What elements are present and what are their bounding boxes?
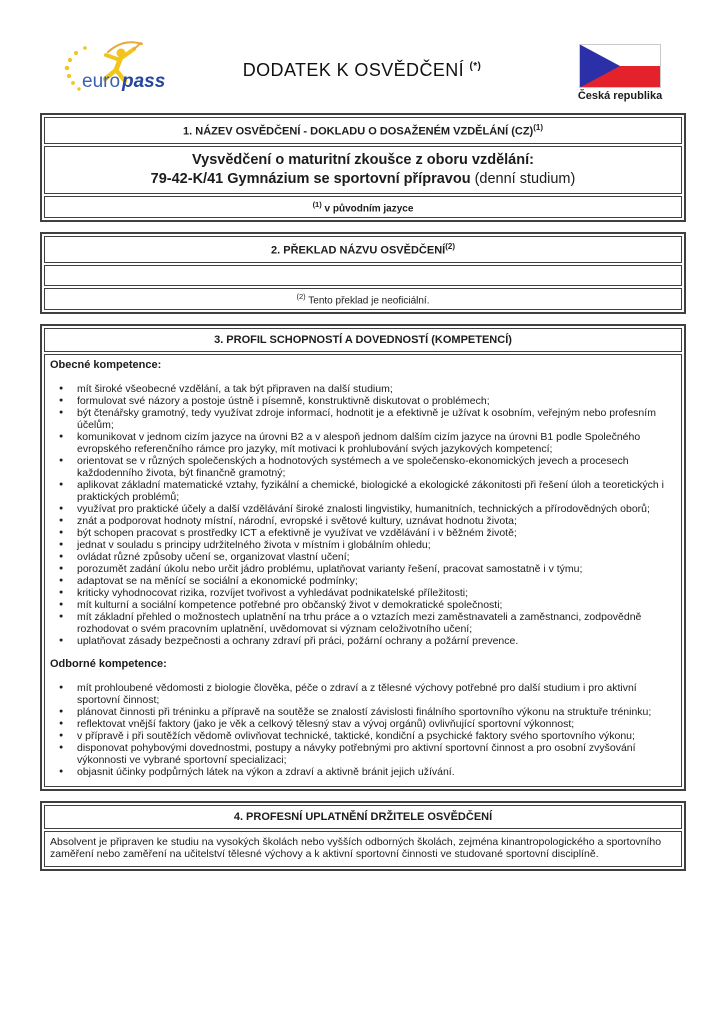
- section-2-footnote-mark: (2): [296, 291, 306, 301]
- europass-logo-text-pass: pass: [122, 71, 166, 92]
- bullet-icon: ●: [59, 480, 64, 488]
- section-2-heading-text: 2. PŘEKLAD NÁZVU OSVĚDČENÍ: [271, 244, 446, 257]
- bullet-item: [50, 575, 673, 587]
- bullet-text: mít kulturní a sociální kompetence potřebné pro občanský život v demokratické společnosti;: [77, 598, 503, 611]
- bullet-text: plánovat činnosti při tréninku a přípravě na soutěže se znalostí závislosti finálního sportovního výkonu na struktuře tréninku;: [77, 705, 652, 718]
- bullet-item: [50, 599, 673, 611]
- bullet-text: objasnit účinky podpůrných látek na výkon a zdraví a aktivně bránit jejich užívání.: [77, 765, 455, 778]
- bullet-item: [50, 551, 673, 563]
- section-1-footnote-text: v původním jazyce: [321, 202, 414, 214]
- bullet-icon: ●: [59, 384, 64, 392]
- bullet-icon: ●: [59, 540, 64, 548]
- bullet-text: v přípravě i při soutěžích vědomě ovlivňovat technické, taktické, kondiční a psychické faktory svého sportovního výkonu;: [77, 729, 635, 742]
- bullet-item: [50, 563, 673, 575]
- bullet-item: [50, 515, 673, 527]
- bullet-item: [50, 455, 673, 479]
- bullet-text: mít základní přehled o možnostech uplatnění na trhu práce a o vztazích mezi zaměstnavateli a zaměstnanci, zodpovědně rozhodovat o svém pracovním uplatnění, uvědomovat si význam celoživotního učení;: [77, 610, 642, 635]
- bullet-item: [50, 587, 673, 599]
- section-2-heading: [44, 236, 682, 263]
- bullet-text: adaptovat se na měnící se sociální a ekonomické podmínky;: [77, 574, 358, 587]
- bullet-icon: ●: [59, 612, 64, 620]
- bullet-text: mít prohloubené vědomosti z biologie člověka, péče o zdraví a z tělesné výchovy potřebné pro další studium i pro aktivní sportovní činnost;: [77, 681, 637, 706]
- bullet-icon: ●: [59, 588, 64, 596]
- bullet-icon: ●: [59, 719, 64, 727]
- bullet-icon: ●: [59, 600, 64, 608]
- bullet-text: aplikovat základní matematické vztahy, fyzikální a chemické, biologické a ekologické zákonitosti při řešení úloh a teoretických i praktických problémů;: [77, 478, 664, 503]
- bullet-text: znát a podporovat hodnoty místní, národní, evropské i světové kultury, uznávat hodnotu života;: [77, 514, 517, 527]
- certificate-title-line2-bold: 79-42-K/41 Gymnázium se sportovní přípravou: [150, 170, 471, 187]
- bullet-icon: ●: [59, 516, 64, 524]
- bullet-icon: ●: [59, 707, 64, 715]
- bullet-item: [50, 611, 673, 635]
- section-1-heading-footnote-mark: (1): [533, 123, 543, 132]
- bullet-text: být schopen pracovat s prostředky ICT a efektivně je využívat ve vzdělávání i v běžném životě;: [77, 526, 517, 539]
- section-2-box: [40, 232, 686, 314]
- section-2-footnote: [44, 288, 682, 310]
- certificate-title-cell: [44, 146, 682, 194]
- bullet-text: jednat v souladu s principy udržitelného života v místním i globálním ohledu;: [77, 538, 431, 551]
- bullet-item: [50, 527, 673, 539]
- czech-flag-icon: [579, 44, 661, 88]
- certificate-title-line2-normal: (denní studium): [470, 170, 576, 187]
- document-title-footnote-mark: (*): [469, 61, 482, 72]
- bullet-text: kriticky vyhodnocovat rizika, rozvíjet tvořivost a vyhledávat podnikatelské příležitosti;: [77, 586, 468, 599]
- certificate-title-line1: Vysvědčení o maturitní zkoušce z oboru vzdělání:: [192, 151, 534, 168]
- section-1-footnote: [44, 196, 682, 218]
- bullet-text: ovládat různé způsoby učení se, organizovat vlastní učení;: [77, 550, 350, 563]
- bullet-item: [50, 766, 673, 778]
- section-1-heading-text: 1. NÁZEV OSVĚDČENÍ - DOKLADU O DOSAŽENÉM VZDĚLÁNÍ (CZ): [183, 125, 534, 138]
- bullet-text: porozumět zadání úkolu nebo určit jádro problému, uplatňovat varianty řešení, pracovat samostatně i v týmu;: [77, 562, 583, 575]
- section-1-footnote-mark: (1): [312, 199, 322, 209]
- bullet-text: formulovat své názory a postoje ústně i písemně, konstruktivně diskutovat o problémech;: [77, 394, 490, 407]
- certificate-title-line2: [51, 170, 675, 189]
- bullet-item: [50, 539, 673, 551]
- bullet-item: [50, 383, 673, 395]
- professional-competences-list: [50, 682, 673, 778]
- bullet-item: [50, 742, 673, 766]
- europass-logo-text-euro: euro: [82, 71, 121, 92]
- bullet-icon: ●: [59, 432, 64, 440]
- bullet-item: [50, 407, 673, 431]
- bullet-icon: ●: [59, 564, 64, 572]
- general-competences-heading: Obecné kompetence:: [50, 358, 162, 371]
- country-flag-block: [576, 44, 664, 102]
- bullet-icon: ●: [59, 396, 64, 404]
- bullet-item: [50, 395, 673, 407]
- document-title-text: DODATEK K OSVĚDČENÍ: [242, 60, 465, 80]
- bullet-icon: ●: [59, 576, 64, 584]
- section-1-heading: [44, 117, 682, 144]
- bullet-item: [50, 635, 673, 647]
- general-competences-list: [50, 383, 673, 647]
- bullet-icon: ●: [59, 528, 64, 536]
- bullet-icon: ●: [59, 767, 64, 775]
- bullet-icon: ●: [59, 552, 64, 560]
- bullet-icon: ●: [59, 743, 64, 751]
- professional-competences-heading: Odborné kompetence:: [50, 657, 167, 670]
- translation-value-cell: [44, 265, 682, 286]
- page-header: [0, 0, 724, 113]
- bullet-text: být čtenářsky gramotný, tedy využívat zdroje informací, hodnotit je a efektivně je užívat k osobním, veřejným nebo profesním účelům;: [77, 406, 656, 431]
- bullet-item: [50, 431, 673, 455]
- bullet-item: [50, 682, 673, 706]
- bullet-icon: ●: [59, 683, 64, 691]
- bullet-item: [50, 706, 673, 718]
- bullet-item: [50, 730, 673, 742]
- bullet-item: [50, 718, 673, 730]
- country-name-label: Česká republika: [577, 90, 663, 102]
- bullet-item: [50, 503, 673, 515]
- competences-content: [44, 354, 682, 787]
- section-4-heading: 4. PROFESNÍ UPLATNĚNÍ DRŽITELE OSVĚDČENÍ: [44, 805, 682, 829]
- section-3-box: [40, 324, 686, 791]
- bullet-text: využívat pro praktické účely a další vzdělávání široké znalosti lingvistiky, humanitních, technických a přírodovědných oborů;: [77, 502, 650, 515]
- bullet-icon: ●: [59, 456, 64, 464]
- bullet-item: [50, 479, 673, 503]
- bullet-text: reflektovat vnější faktory (jako je věk a celkový tělesný stav a vývoj orgánů) ovlivňující sportovní výkonnost;: [77, 717, 575, 730]
- professional-use-text: Absolvent je připraven ke studiu na vysokých školách nebo vyšších odborných školách, zejména kinantropologického a sportovního zaměření nebo zaměření na učitelství tělesné výchovy a k aktivní sportovní činnosti ve studované sportovní disciplíně.: [44, 831, 682, 867]
- bullet-icon: ●: [59, 636, 64, 644]
- bullet-icon: ●: [59, 504, 64, 512]
- bullet-text: komunikovat v jednom cizím jazyce na úrovni B2 a v alespoň jednom dalším cizím jazyce na úrovni B1 podle Společného evropského referenčního rámce pro jazyky, mít motivaci k prohlubování svých jazykových kompetencí;: [77, 430, 641, 455]
- bullet-icon: ●: [59, 731, 64, 739]
- section-3-heading: 3. PROFIL SCHOPNOSTÍ A DOVEDNOSTÍ (KOMPETENCÍ): [44, 328, 682, 352]
- section-2-footnote-text: Tento překlad je neoficiální.: [305, 294, 430, 306]
- section-2-heading-footnote-mark: (2): [445, 241, 455, 251]
- bullet-text: disponovat pohybovými dovednostmi, postupy a návyky potřebnými pro aktivní sportovní činnost a pro osobní zvyšování výkonnosti ve vybrané sportovní specializaci;: [77, 741, 636, 766]
- bullet-text: mít široké všeobecné vzdělání, a tak být připraven na další studium;: [77, 382, 393, 395]
- section-4-box: [40, 801, 686, 871]
- bullet-text: orientovat se v různých společenských a hodnotových systémech a ve společensko-ekonomických jevech a procesech každodenního života, být finančně gramotný;: [77, 454, 629, 479]
- bullet-text: uplatňovat zásady bezpečnosti a ochrany zdraví při práci, požární ochrany a požární prevence.: [77, 634, 519, 647]
- bullet-icon: ●: [59, 408, 64, 416]
- section-1-box: [40, 113, 686, 222]
